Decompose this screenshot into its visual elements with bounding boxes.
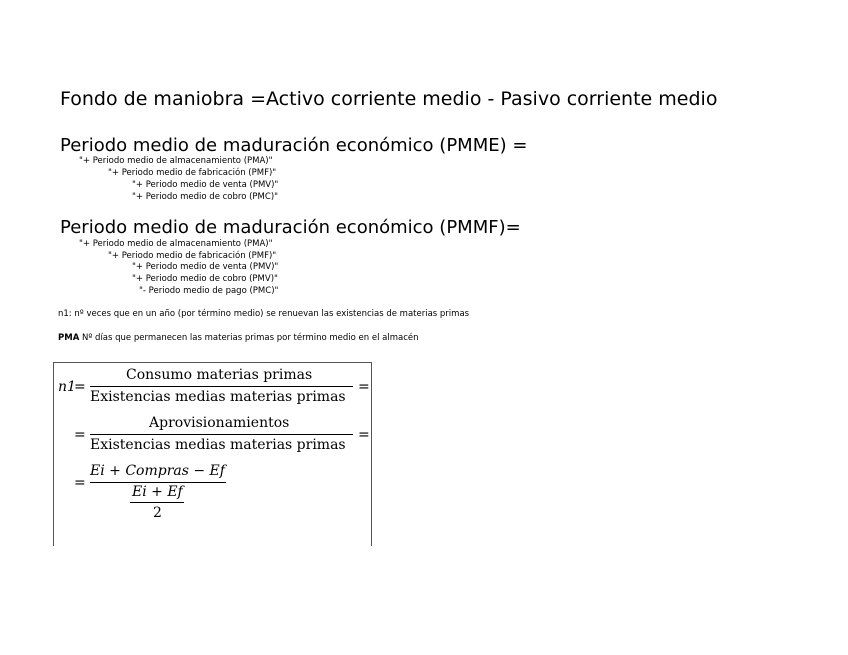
pmmf-item-pmf: "+ Periodo medio de fabricación (PMF)"	[108, 251, 277, 261]
pmme-item-pmv: "+ Periodo medio de venta (PMV)"	[132, 180, 279, 190]
formula-eq-2: =	[74, 427, 86, 443]
pmmf-item-cobro: "+ Periodo medio de cobro (PMV)"	[132, 274, 278, 284]
formula-1-denominator: Existencias medias materias primas	[90, 389, 346, 405]
formula-2-denominator: Existencias medias materias primas	[90, 437, 346, 453]
pmmf-item-pago: "- Periodo medio de pago (PMC)"	[139, 286, 279, 296]
pmme-heading: Periodo medio de maduración económico (PMME) =	[60, 135, 528, 156]
n1-definition: n1: nº veces que en un año (por término medio) se renuevan las existencias de materias primas	[58, 309, 470, 319]
formula-eq-2b: =	[358, 427, 370, 443]
formula-3-inner-denominator: 2	[153, 505, 162, 521]
fondo-de-maniobra-heading: Fondo de maniobra =Activo corriente medio - Pasivo corriente medio	[60, 88, 718, 110]
pmme-item-pma: "+ Periodo medio de almacenamiento (PMA)"	[79, 156, 273, 166]
formula-box	[53, 362, 372, 546]
formula-2-fraction-line	[90, 434, 353, 435]
formula-2-numerator: Aprovisionamientos	[149, 415, 290, 431]
formula-3-inner-numerator: Ei + Ef	[132, 484, 183, 500]
pma-definition	[58, 333, 419, 343]
formula-3-fraction-line	[90, 482, 226, 483]
pma-text: Nº días que permanecen las materias primas por término medio en el almacén	[79, 333, 419, 343]
pmmf-item-pma: "+ Periodo medio de almacenamiento (PMA)"	[79, 239, 273, 249]
formula-1-numerator: Consumo materias primas	[126, 367, 313, 383]
pmmf-heading: Periodo medio de maduración económico (PMMF)=	[60, 217, 521, 238]
formula-1-fraction-line	[90, 386, 353, 387]
pmme-item-pmc: "+ Periodo medio de cobro (PMC)"	[132, 192, 279, 202]
formula-eq-3: =	[74, 475, 86, 491]
formula-eq-1b: =	[358, 379, 370, 395]
formula-3-numerator: Ei + Compras − Ef	[90, 463, 225, 479]
formula-eq-1: =	[74, 379, 86, 395]
pma-label: PMA	[58, 333, 80, 343]
formula-lhs: n1	[58, 379, 76, 395]
formula-3-inner-fraction-line	[130, 502, 184, 503]
pmme-item-pmf: "+ Periodo medio de fabricación (PMF)"	[108, 168, 277, 178]
pmmf-item-pmv: "+ Periodo medio de venta (PMV)"	[132, 262, 279, 272]
